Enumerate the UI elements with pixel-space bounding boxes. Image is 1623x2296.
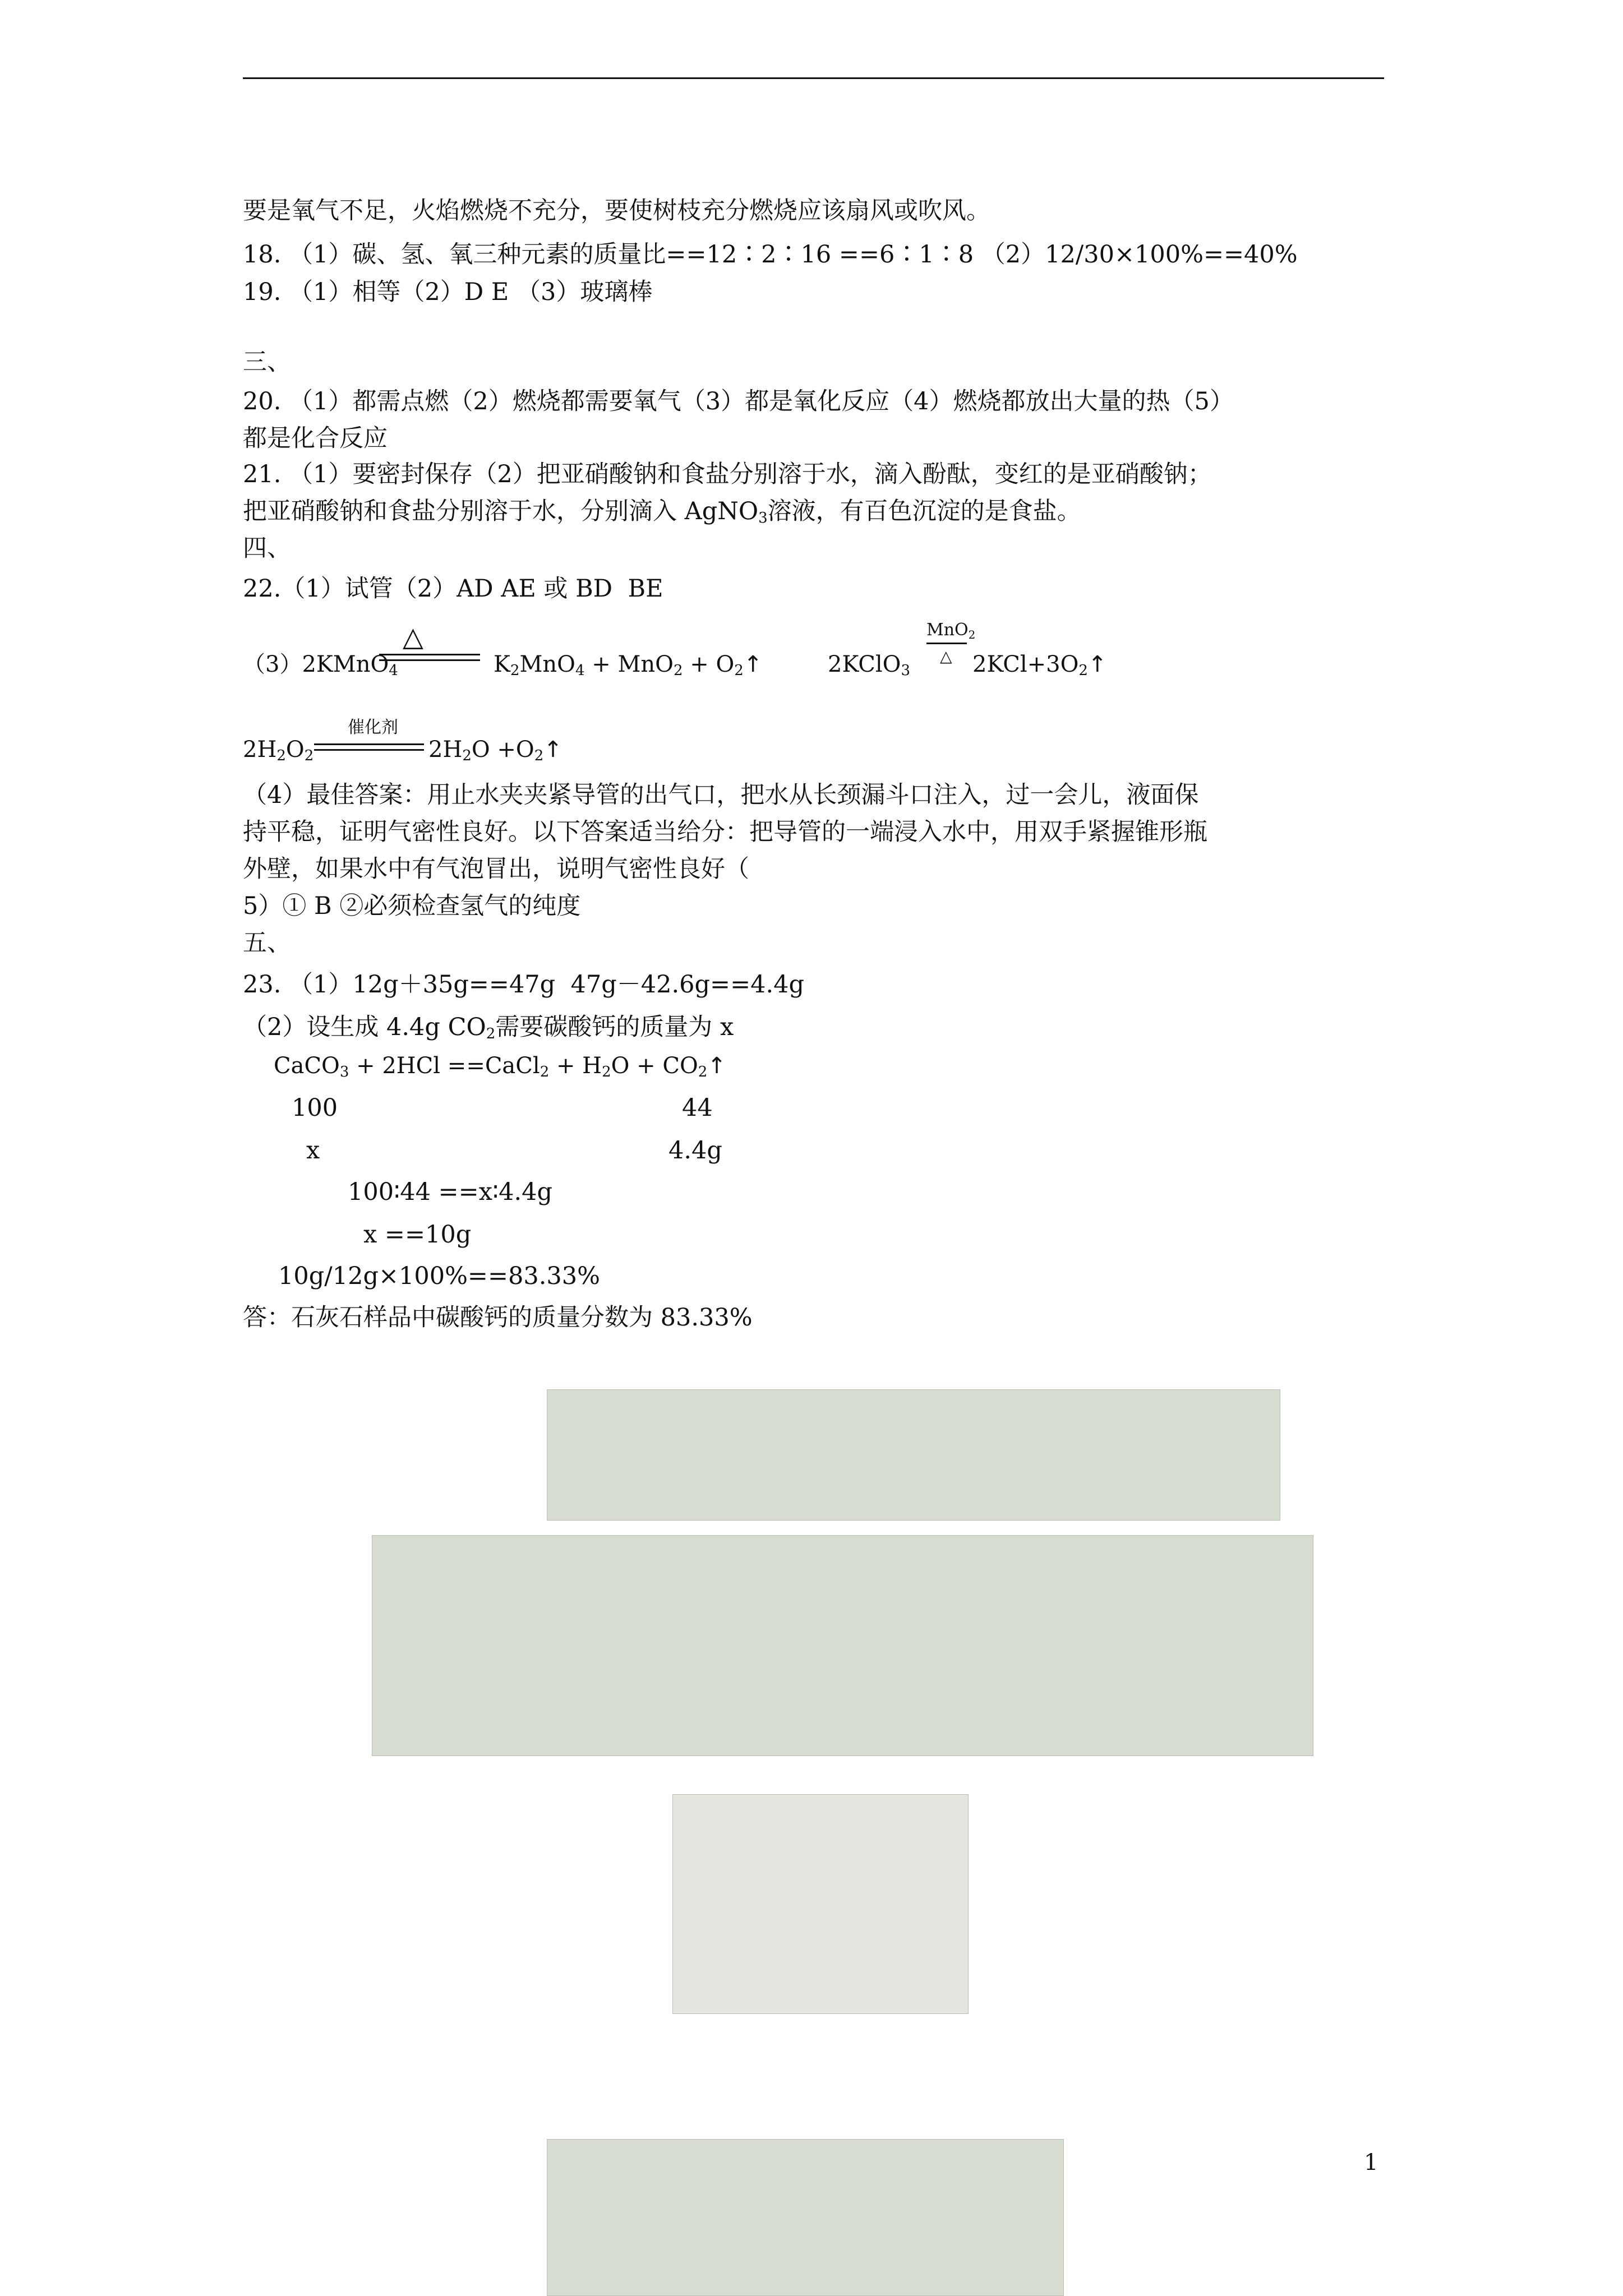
atom-structure-photo [547, 1389, 1280, 1521]
gas-arrow: ↑ [543, 737, 562, 763]
section-4-heading: 四、 [243, 534, 291, 562]
eq2-product: 2KCl+3O [972, 652, 1079, 677]
calc-ratio: 100∶44 ==x∶4.4g [348, 1178, 553, 1206]
subscript: 2 [602, 1064, 611, 1080]
calc-result: x ==10g [363, 1221, 472, 1249]
calc-molar-mass: 100 [292, 1094, 338, 1122]
answer-23-part2-b: 需要碳酸钙的质量为 x [495, 1013, 734, 1041]
reaction-line [926, 643, 967, 644]
catalyst-label: MnO [926, 620, 969, 640]
subscript: 2 [734, 662, 744, 679]
eq1-product: + MnO [584, 652, 674, 677]
solubility-curve-photo [672, 1794, 969, 2014]
eq4-term: O + CO [611, 1053, 698, 1079]
calc-molar-mass: 44 [682, 1094, 713, 1122]
calc-known: 4.4g [668, 1137, 722, 1165]
section-3-heading: 三、 [243, 348, 291, 376]
subscript: 2 [968, 628, 976, 641]
page-number: 1 [1364, 2150, 1378, 2175]
catalyst-mno2 [926, 620, 975, 640]
subscript: 2 [1078, 662, 1088, 679]
equation-h2o2 [243, 736, 313, 764]
reaction-line [379, 654, 480, 655]
answer-20: 20. （1）都需点燃（2）燃烧都需要氧气（3）都是氧化反应（4）燃烧都放出大量的热（5） [243, 387, 1234, 415]
equation-kclo3 [828, 650, 910, 678]
eq4-term: + H [549, 1053, 602, 1079]
subscript: 2 [276, 747, 286, 764]
subscript: 2 [304, 747, 314, 764]
subscript: 2 [510, 662, 520, 679]
subscript: 3 [339, 1064, 349, 1080]
eq1-product: MnO [519, 652, 575, 677]
answer-20-cont: 都是化合反应 [243, 424, 388, 452]
subscript: 2 [698, 1064, 708, 1080]
eq1-product: K [494, 652, 510, 677]
subscript: 3 [758, 510, 768, 526]
gas-arrow: ↑ [743, 652, 763, 677]
eq3-product: O +O [471, 737, 534, 763]
answer-21-cont-a: 把亚硝酸钠和食盐分别溶于水，分别滴入 AgNO [243, 497, 759, 525]
gas-arrow: ↑ [707, 1053, 726, 1079]
answer-19: 19. （1）相等（2）D E （3）玻璃棒 [243, 278, 653, 306]
subscript: 4 [389, 662, 398, 679]
eq3-product: 2H [428, 737, 463, 763]
calc-unknown: x [306, 1137, 320, 1165]
answer-22-part4: （4）最佳答案：用止水夹夹紧导管的出气口，把水从长颈漏斗口注入，过一会儿，液面保 [243, 781, 1199, 809]
eq1-reactant: （3）2KMnO [243, 652, 389, 677]
subscript: 2 [673, 662, 683, 679]
calc-percentage: 10g/12g×100%==83.33% [278, 1262, 600, 1290]
eq1-product: + O [683, 652, 735, 677]
eq4-term: + 2HCl ==CaCl [349, 1053, 540, 1079]
answer-21-cont-b: 溶液，有百色沉淀的是食盐。 [767, 497, 1081, 525]
text-line: 要是氧气不足，火焰燃烧不充分，要使树枝充分燃烧应该扇风或吹风。 [243, 197, 990, 225]
eq3-reactant: 2H [243, 737, 277, 763]
heat-condition: △ [940, 647, 952, 666]
eq3-products [428, 736, 562, 764]
answer-22-part5: 5）① B ②必须检查氢气的纯度 [243, 892, 581, 920]
lab-operations-photo [372, 1535, 1313, 1756]
answer-21: 21. （1）要密封保存（2）把亚硝酸钠和食盐分别溶于水，滴入酚酞，变红的是亚硝酸钠； [243, 460, 1212, 488]
header-rule [243, 77, 1384, 79]
answer-23-part2 [243, 1013, 734, 1042]
subscript: 3 [901, 662, 910, 679]
gas-arrow: ↑ [1087, 652, 1107, 677]
answer-22-part4-cont: 外壁，如果水中有气泡冒出，说明气密性良好（ [243, 855, 749, 883]
eq2-products [972, 650, 1106, 678]
gas-apparatus-photo [547, 2139, 1064, 2296]
answer-22-part4-cont: 持平稳，证明气密性良好。以下答案适当给分：把导管的一端浸入水中，用双手紧握锥形瓶 [243, 818, 1207, 846]
reaction-line [379, 659, 480, 661]
answer-21-cont [243, 497, 1081, 526]
subscript: 2 [462, 747, 472, 764]
answer-22: 22.（1）试管（2）AD AE 或 BD BE [243, 575, 663, 603]
answer-23-part2-a: （2）设生成 4.4g CO [243, 1013, 486, 1041]
eq3-reactant: O [285, 737, 305, 763]
subscript: 2 [486, 1025, 496, 1042]
reaction-line [314, 743, 424, 745]
subscript: 2 [534, 747, 544, 764]
equation-kmno4 [243, 650, 398, 678]
equation-caco3 [274, 1052, 726, 1080]
final-answer: 答：石灰石样品中碳酸钙的质量分数为 83.33% [243, 1304, 753, 1332]
answer-18: 18. （1）碳、氢、氧三种元素的质量比==12∶2∶16 ==6∶1∶8 （2）12/30×100%==40% [243, 241, 1298, 269]
subscript: 4 [575, 662, 585, 679]
section-5-heading: 五、 [243, 929, 291, 957]
heat-condition: △ [403, 621, 423, 653]
eq1-products [494, 650, 762, 678]
eq4-term: CaCO [274, 1053, 340, 1079]
eq2-reactant: 2KClO [828, 652, 901, 677]
answer-23-part1: 23. （1）12g＋35g==47g 47g－42.6g==4.4g [243, 971, 805, 999]
catalyst-condition: 催化剂 [348, 718, 398, 737]
subscript: 2 [540, 1064, 550, 1080]
reaction-line [314, 749, 424, 751]
